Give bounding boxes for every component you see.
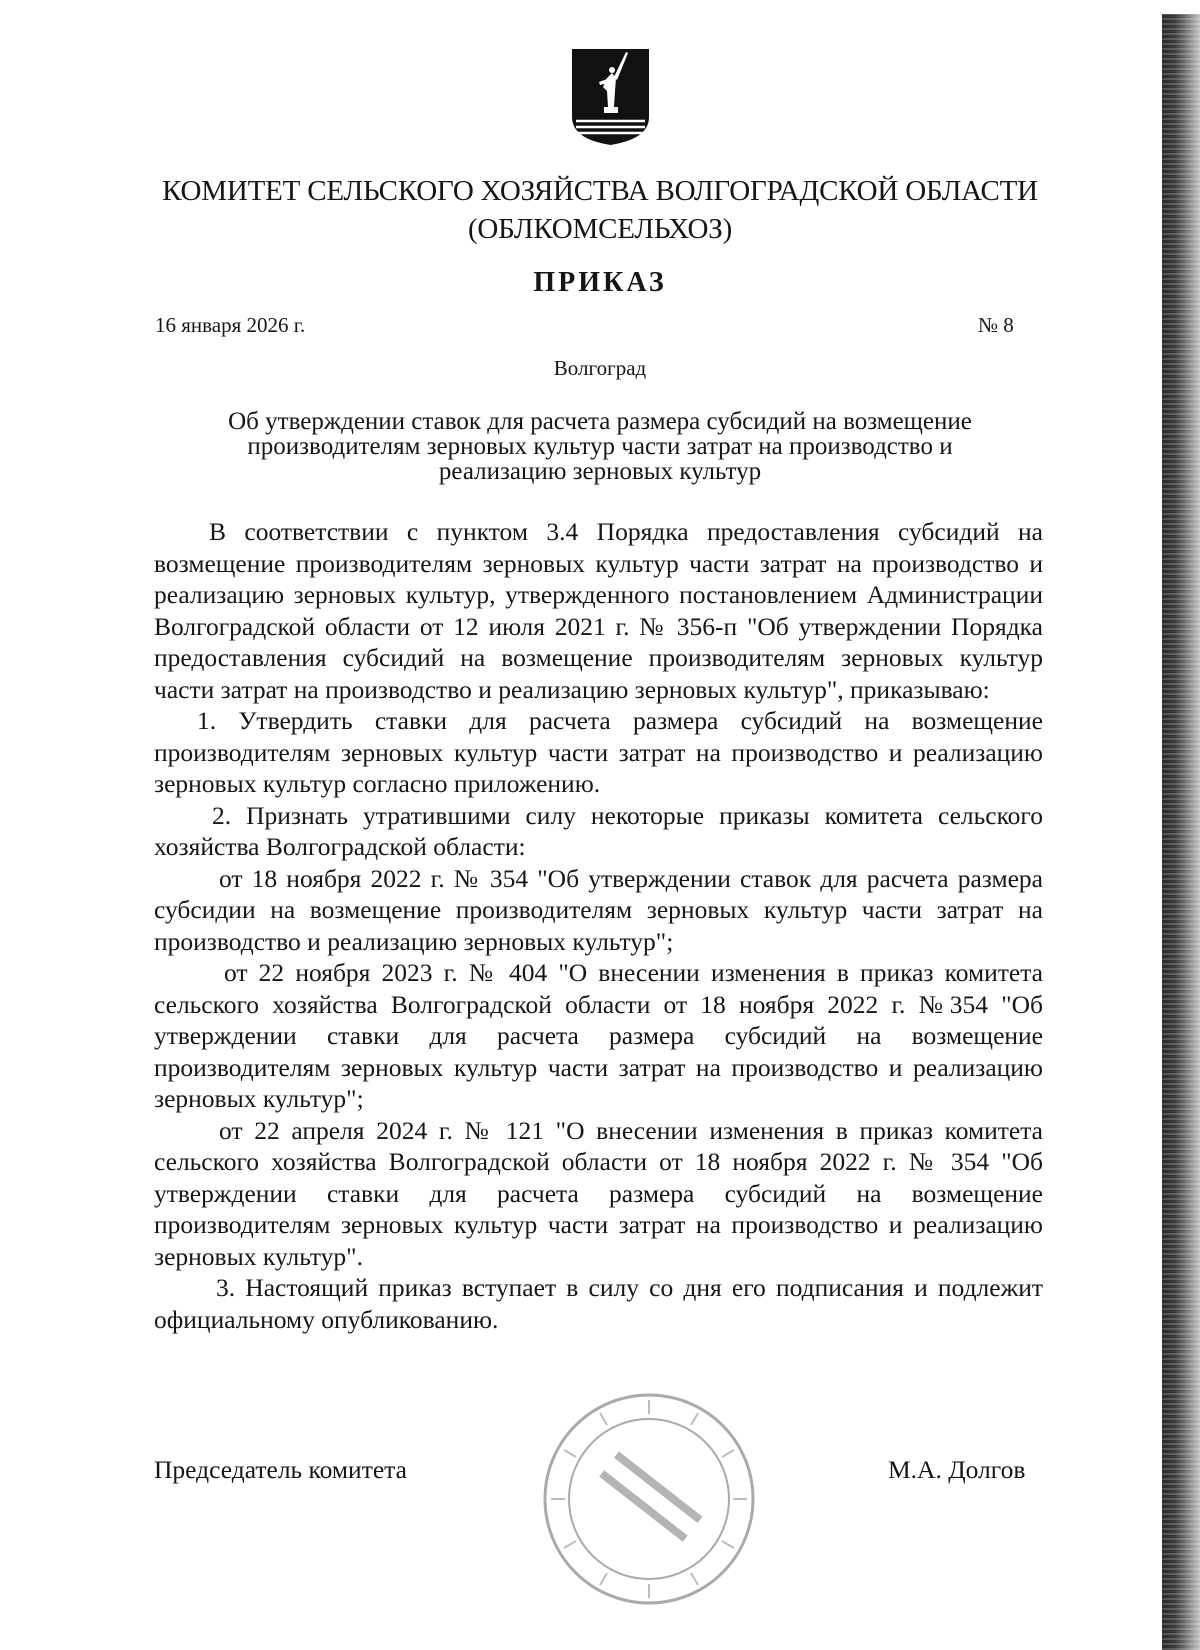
order-title (160, 409, 1040, 484)
order-city: Волгоград (553, 356, 647, 380)
order-title-line: реализацию зерновых культур (438, 458, 762, 485)
scan-edge-shadow (1162, 14, 1200, 1650)
order-body (154, 516, 1043, 1335)
order-title-line: производителям зерновых культур части затрат на производство и (247, 433, 953, 460)
official-seal-stamp (538, 1388, 760, 1610)
preamble-paragraph: В соответствии с пунктом 3.4 Порядка предоставления субсидий на возмещение производителям зерновых культур части затрат на производство и реализацию зерновых культур, утвержденного постановлением Администрации Волгоградской области от 12 июля 2021 г. № 356-п "Об утверждении Порядка предоставления субсидий на возмещение производителям зерновых культур части затрат на производство и реализацию зерновых культур", приказываю: (154, 517, 1043, 704)
committee-abbreviation: (ОБЛКОМСЕЛЬХОЗ) (467, 213, 733, 245)
order-number: № 8 (978, 313, 1014, 337)
document-type-heading: ПРИКАЗ (533, 267, 667, 298)
committee-name-line: КОМИТЕТ СЕЛЬСКОГО ХОЗЯЙСТВА ВОЛГОГРАДСКОЙ ОБЛАСТИ (162, 175, 1038, 207)
signatory-name: М.А. Долгов (888, 1455, 1026, 1484)
committee-name (100, 172, 1100, 248)
repealed-order-121: от 22 апреля 2024 г. № 121 "О внесении изменения в приказ комитета сельского хозяйства Волгоградской области от 18 ноября 2022 г. № 354 "Об утверждении ставки для расчета размера субсидий на возмещение производителям зерновых культур части затрат на производство и реализацию зерновых культур". (154, 1115, 1043, 1271)
coat-of-arms-icon (569, 47, 652, 147)
repealed-order-354: от 18 ноября 2022 г. № 354 "Об утверждении ставок для расчета размера субсидии на возмещение производителям зерновых культур части затрат на производство и реализацию зерновых культур"; (154, 863, 1043, 956)
repealed-order-404: от 22 ноября 2023 г. № 404 "О внесении изменения в приказ комитета сельского хозяйства Волгоградской области от 18 ноября 2022 г. №354 "Об утверждении ставки для расчета размера субсидий на возмещение производителям зерновых культур части затрат на производство и реализацию зерновых культур"; (154, 958, 1043, 1113)
order-title-line: Об утверждении ставок для расчета размера субсидий на возмещение (228, 408, 972, 435)
item-1-paragraph: 1. Утвердить ставки для расчета размера субсидий на возмещение производителям зерновых культур части затрат на производство и реализацию зерновых культур согласно приложению. (154, 706, 1043, 798)
signatory-position: Председатель комитета (154, 1455, 407, 1484)
item-2-paragraph: 2. Признать утратившими силу некоторые приказы комитета сельского хозяйства Волгоградской области: (154, 800, 1043, 861)
order-date: 16 января 2026 г. (155, 313, 306, 337)
item-3-paragraph: 3. Настоящий приказ вступает в силу со дня его подписания и подлежит официальному опубликованию. (154, 1273, 1043, 1334)
